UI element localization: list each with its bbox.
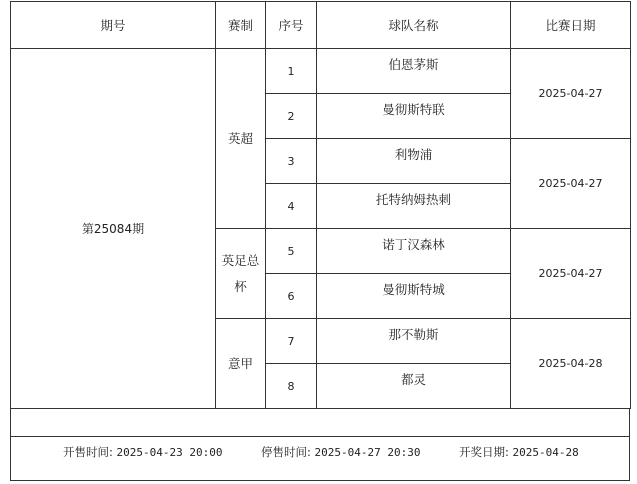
header-team: 球队名称: [317, 2, 511, 49]
team-name: [317, 139, 511, 184]
match-number: 3: [266, 139, 317, 184]
header-number: 序号: [266, 2, 317, 49]
match-number: 6: [266, 274, 317, 319]
draw-date-label: 开奖日期:: [459, 445, 509, 459]
team-label: 那不勒斯: [388, 327, 439, 342]
competition-serie-a: 意甲: [216, 319, 266, 409]
match-number: 4: [266, 184, 317, 229]
team-name: [317, 364, 511, 409]
match-number: 5: [266, 229, 317, 274]
team-name: [317, 274, 511, 319]
team-label: 曼彻斯特城: [382, 282, 445, 297]
sale-start-label: 开售时间:: [63, 445, 113, 459]
team-name: [317, 94, 511, 139]
match-date: 2025-04-27: [511, 229, 631, 319]
match-table: [10, 1, 631, 409]
header-period: 期号: [11, 2, 216, 49]
team-name: [317, 49, 511, 94]
team-label: 曼彻斯特联: [382, 102, 445, 117]
team-label: 都灵: [400, 372, 426, 387]
team-name: [317, 184, 511, 229]
sale-start: [63, 444, 223, 460]
sale-stop: [261, 444, 421, 460]
table-row: [11, 49, 631, 94]
header-competition: 赛制: [216, 2, 266, 49]
header-date: 比赛日期: [511, 2, 631, 49]
competition-fa-cup: 英足总杯: [216, 229, 266, 319]
empty-row: [10, 409, 630, 437]
sale-stop-value: 2025-04-27 20:30: [314, 446, 421, 459]
team-label: 诺丁汉森林: [382, 237, 445, 252]
sale-start-value: 2025-04-23 20:00: [116, 446, 223, 459]
team-name: [317, 319, 511, 364]
team-label: 伯恩茅斯: [388, 57, 439, 72]
team-name: [317, 229, 511, 274]
header-row: [11, 2, 631, 49]
draw-date: [459, 444, 579, 460]
team-label: 托特纳姆热刺: [375, 192, 451, 207]
match-number: 8: [266, 364, 317, 409]
match-date: 2025-04-27: [511, 139, 631, 229]
sale-info-footer: [10, 436, 630, 481]
draw-date-value: 2025-04-28: [512, 446, 579, 459]
match-date: 2025-04-27: [511, 49, 631, 139]
match-number: 1: [266, 49, 317, 94]
period-value: 第25084期: [11, 49, 216, 409]
competition-premier-league: 英超: [216, 49, 266, 229]
match-number: 2: [266, 94, 317, 139]
match-date: 2025-04-28: [511, 319, 631, 409]
match-number: 7: [266, 319, 317, 364]
team-label: 利物浦: [394, 147, 433, 162]
sale-stop-label: 停售时间:: [261, 445, 311, 459]
